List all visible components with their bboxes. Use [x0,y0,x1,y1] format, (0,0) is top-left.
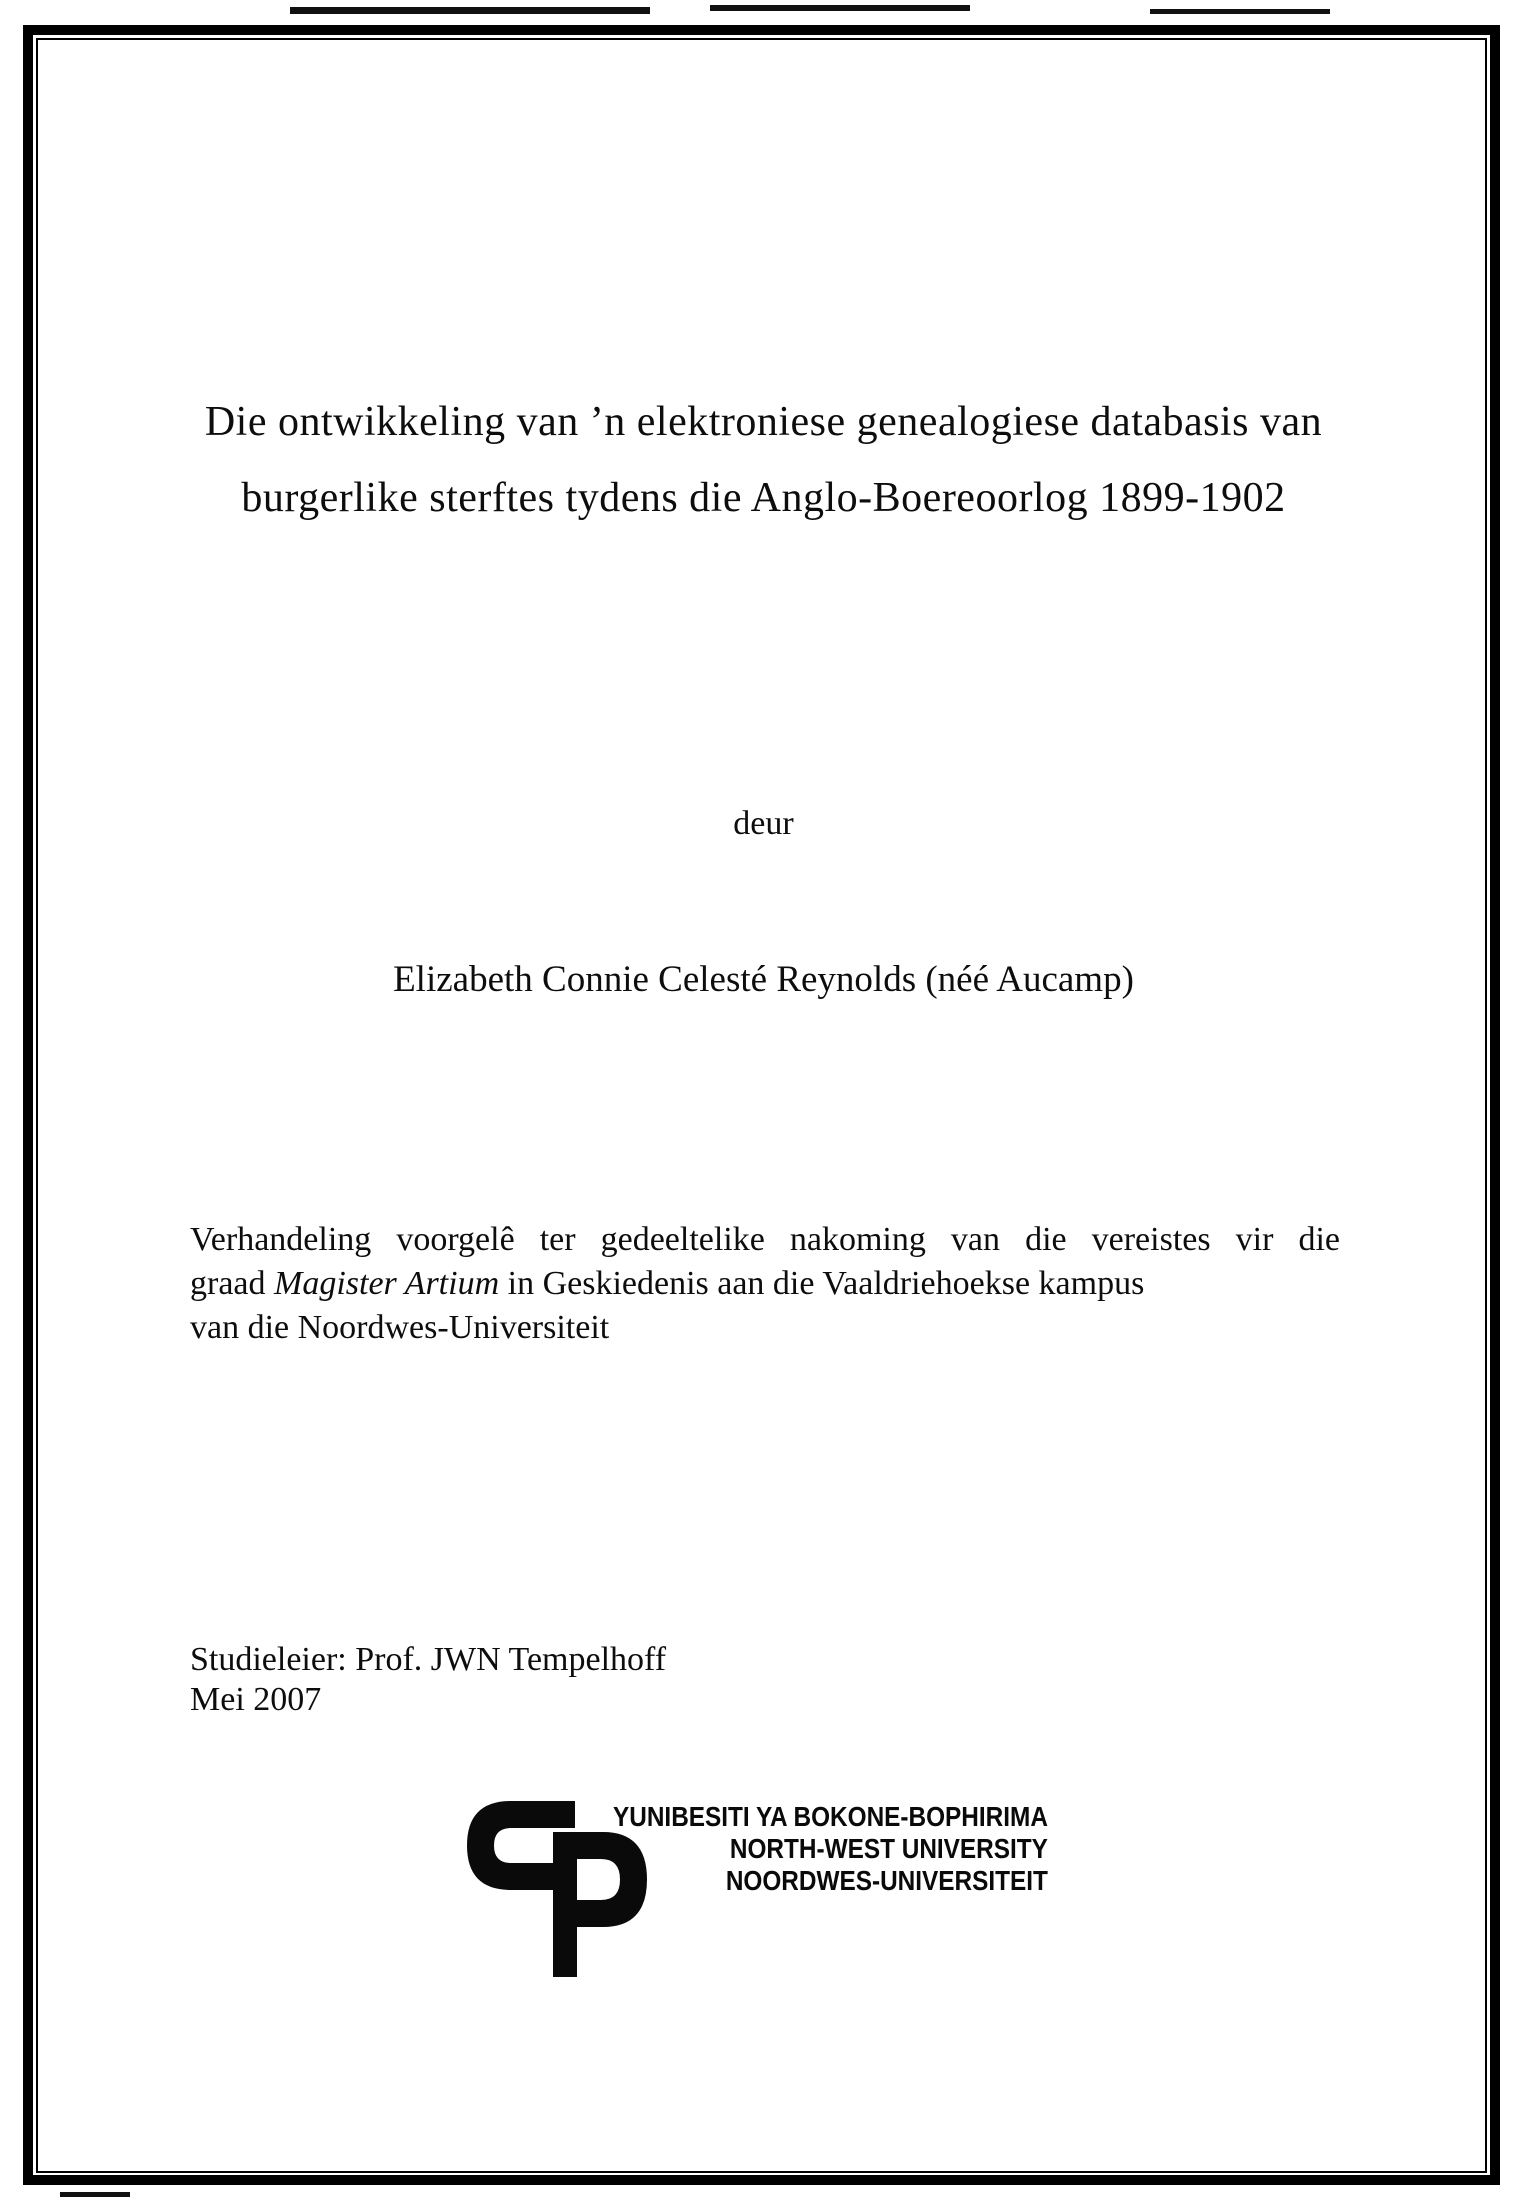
thesis-statement [190,1218,1340,1350]
scan-artifact [290,7,650,14]
scan-artifact [710,5,970,11]
byline-label: deur [733,805,794,842]
supervisor-line: Studieleier: Prof. JWN Tempelhoff [190,1641,667,1678]
title-line-2: burgerlike sterftes tydens die Anglo-Boereoorlog 1899-1902 [241,475,1286,521]
nwu-logo-wordmark [613,1801,1048,1897]
supervisor-block [190,1640,666,1720]
logo-text-afrikaans: NOORDWES-UNIVERSITEIT [725,1865,1048,1896]
scan-artifact [1150,9,1330,14]
degree-name-italic: Magister Artium [274,1265,500,1302]
logo-text-setswana: YUNIBESITI YA BOKONE-BOPHIRIMA [613,1801,1048,1832]
statement-line-2-suffix: in Geskiedenis aan die Vaaldriehoekse kampus [499,1265,1145,1302]
statement-line-3: van die Noordwes-Universiteit [190,1309,610,1346]
title-line-1: Die ontwikkeling van ’n elektroniese genealogiese databasis van [204,399,1323,445]
logo-text-english: NORTH-WEST UNIVERSITY [729,1833,1048,1864]
statement-line-2 [190,1262,1340,1306]
statement-line-1: Verhandeling voorgelê ter gedeeltelike nakoming van die vereistes vir die [190,1221,1340,1258]
date-line: Mei 2007 [190,1681,322,1718]
author-name: Elizabeth Connie Celesté Reynolds (néé Aucamp) [393,959,1134,1000]
statement-line-2-prefix: graad [190,1265,275,1302]
thesis-title [0,384,1527,536]
scan-artifact [60,2192,130,2197]
